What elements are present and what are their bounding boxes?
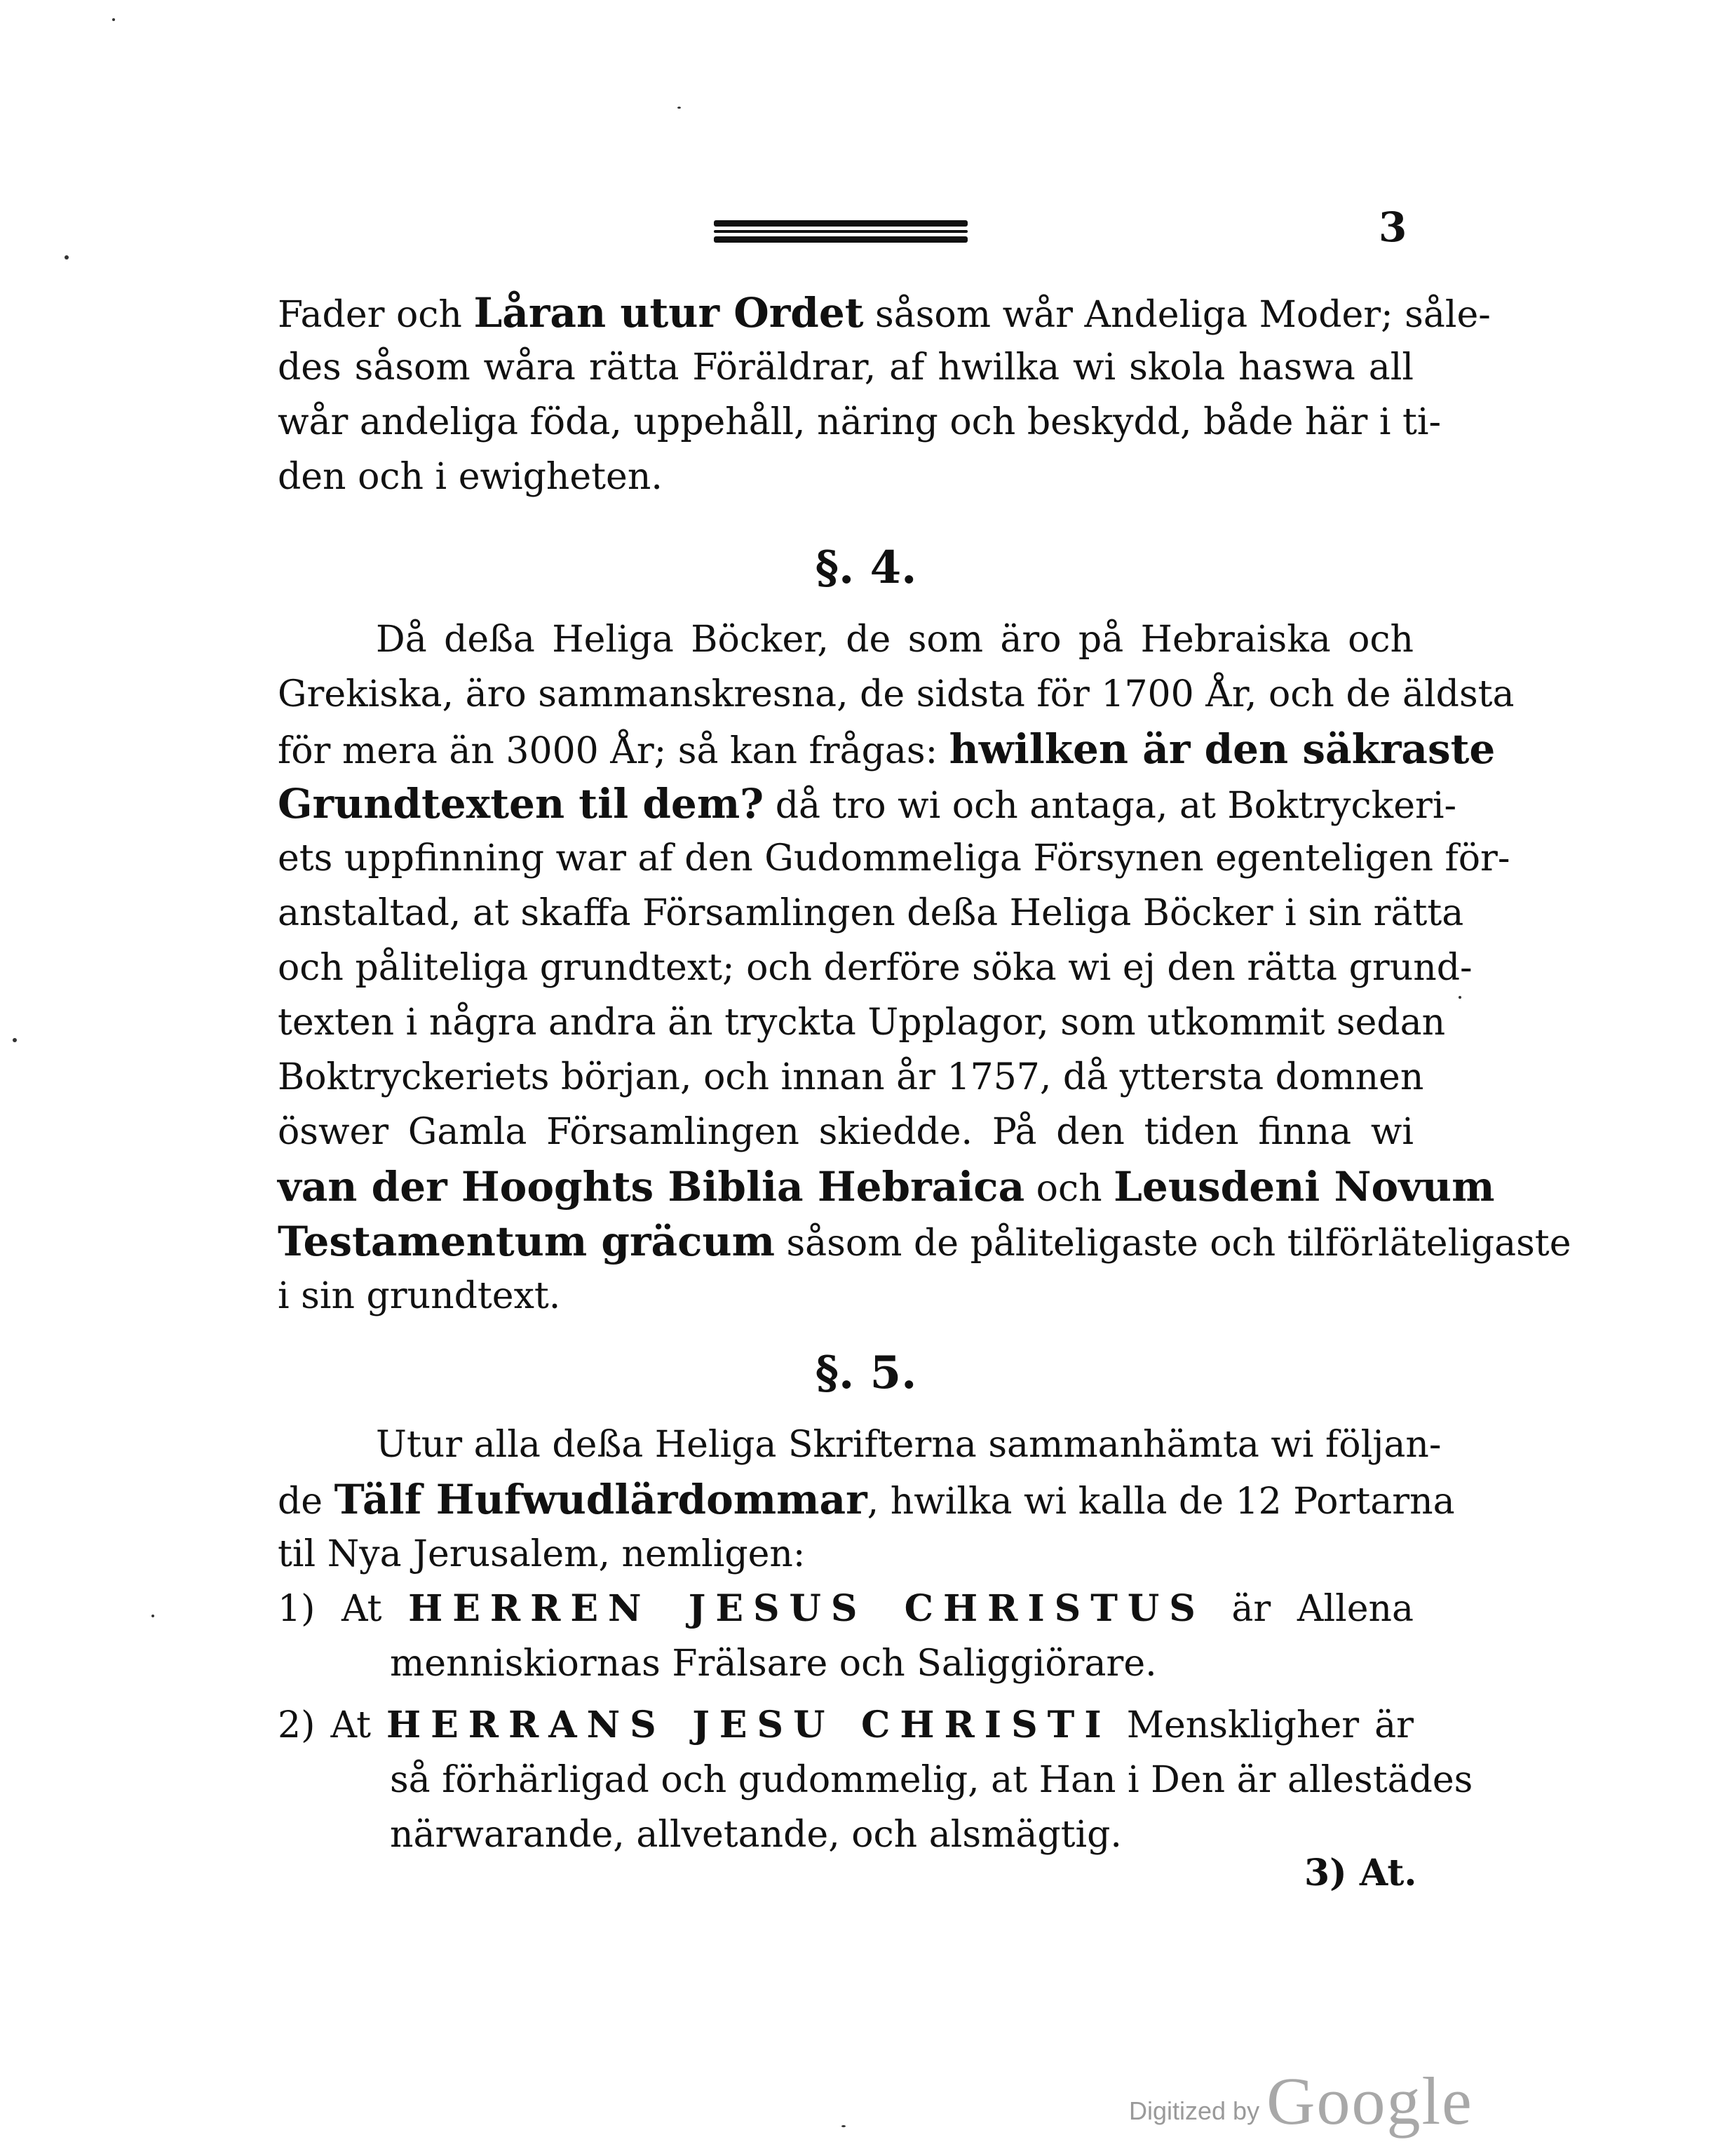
list-item bbox=[278, 1700, 1414, 1751]
text-line: den och i ewigheten. bbox=[278, 456, 663, 498]
text-line: anstaltad, at skaffa Församlingen deßa Heliga Böcker i sin rätta bbox=[278, 892, 1464, 934]
text-line bbox=[278, 779, 1457, 831]
text-line: wår andeliga föda, uppehåll, näring och beskydd, både här i ti- bbox=[278, 401, 1442, 443]
scan-speck bbox=[841, 2125, 846, 2127]
text-line: des såsom wåra rätta Föräldrar, af hwilka wi skola haswa all bbox=[278, 346, 1414, 389]
emphasis-run: hwilken är den säkraste bbox=[949, 725, 1496, 773]
text-run: och bbox=[1024, 1168, 1114, 1210]
emphasis-run: Tälf Hufwudlärdommar bbox=[334, 1476, 867, 1523]
scan-speck bbox=[1459, 996, 1461, 999]
text-line: Grekiska, äro sammanskresna, de sidsta för 1700 År, och de äldsta bbox=[278, 673, 1515, 715]
text-line: Utur alla deßa Heliga Skrifterna sammanhämta wi följan- bbox=[376, 1424, 1442, 1466]
text-line bbox=[278, 1474, 1455, 1527]
emphasis-run: Testamentum gräcum bbox=[278, 1218, 775, 1265]
emphasis-run: van der Hooghts Biblia Hebraica bbox=[278, 1163, 1025, 1211]
text-run: är Allena bbox=[1205, 1588, 1414, 1630]
text-run: At bbox=[330, 1704, 387, 1746]
text-line bbox=[278, 1161, 1495, 1214]
emphasis-run: Grundtexten til dem? bbox=[278, 780, 764, 828]
text-line: ets uppfinning war af den Gudommeliga Försynen egenteligen för- bbox=[278, 837, 1510, 880]
emphasis-run: HERREN JESUS CHRISTUS bbox=[408, 1587, 1205, 1630]
text-run: då tro wi och antaga, at Boktryckeri- bbox=[764, 785, 1457, 827]
text-line: i sin grundtext. bbox=[278, 1275, 561, 1317]
item-number: 1) bbox=[278, 1588, 316, 1630]
text-line: öswer Gamla Församlingen skiedde. På den tiden finna wi bbox=[278, 1111, 1414, 1153]
scan-speck bbox=[151, 1615, 154, 1617]
emphasis-run: Låran utur Ordet bbox=[473, 289, 864, 337]
text-line: närwarande, allvetande, och alsmägtig. bbox=[390, 1814, 1122, 1856]
scan-speck bbox=[112, 18, 115, 21]
text-run: Menskligher är bbox=[1111, 1704, 1414, 1746]
text-line: texten i några andra än tryckta Upplagor, som utkommit sedan bbox=[278, 1002, 1446, 1044]
catchword: 3) At. bbox=[1304, 1852, 1417, 1894]
page-number: 3 bbox=[1379, 203, 1407, 251]
emphasis-run: Leusdeni Novum bbox=[1114, 1163, 1495, 1211]
text-run: för mera än 3000 År; så kan frågas: bbox=[278, 730, 949, 772]
google-logo: Google bbox=[1266, 2063, 1473, 2138]
list-item bbox=[278, 1584, 1414, 1634]
text-line: så förhärligad och gudommelig, at Han i Den är allestädes bbox=[390, 1759, 1473, 1801]
text-line bbox=[278, 724, 1496, 776]
text-run: At bbox=[341, 1588, 409, 1630]
scan-speck bbox=[65, 255, 69, 260]
text-run: Fader och bbox=[278, 294, 474, 336]
text-line: Boktryckeriets början, och innan år 1757, då yttersta domnen bbox=[278, 1056, 1424, 1098]
text-line bbox=[278, 288, 1491, 340]
text-run: , hwilka wi kalla de 12 Portarna bbox=[867, 1481, 1455, 1523]
text-line: til Nya Jerusalem, nemligen: bbox=[278, 1533, 806, 1575]
text-line: menniskiornas Frälsare och Saliggiörare. bbox=[390, 1643, 1157, 1685]
text-run: såsom wår Andeliga Moder; såle- bbox=[863, 294, 1491, 336]
scan-speck bbox=[677, 107, 681, 109]
item-number: 2) bbox=[278, 1704, 316, 1746]
text-line: och påliteliga grundtext; och derföre söka wi ej den rätta grund- bbox=[278, 947, 1473, 989]
digitized-watermark bbox=[1129, 2062, 1473, 2140]
emphasis-run: HERRANS JESU CHRISTI bbox=[386, 1704, 1111, 1746]
watermark-prefix: Digitized by bbox=[1129, 2096, 1260, 2125]
section-heading: §. 5. bbox=[815, 1347, 917, 1399]
text-line bbox=[278, 1216, 1571, 1269]
section-heading: §. 4. bbox=[815, 541, 917, 594]
text-line: Då deßa Heliga Böcker, de som äro på Hebraiska och bbox=[376, 619, 1414, 661]
text-run: de bbox=[278, 1481, 334, 1523]
scan-speck bbox=[13, 1038, 17, 1042]
text-run: såsom de påliteligaste och tilförläteligaste bbox=[774, 1222, 1571, 1265]
header-rule bbox=[714, 220, 968, 246]
